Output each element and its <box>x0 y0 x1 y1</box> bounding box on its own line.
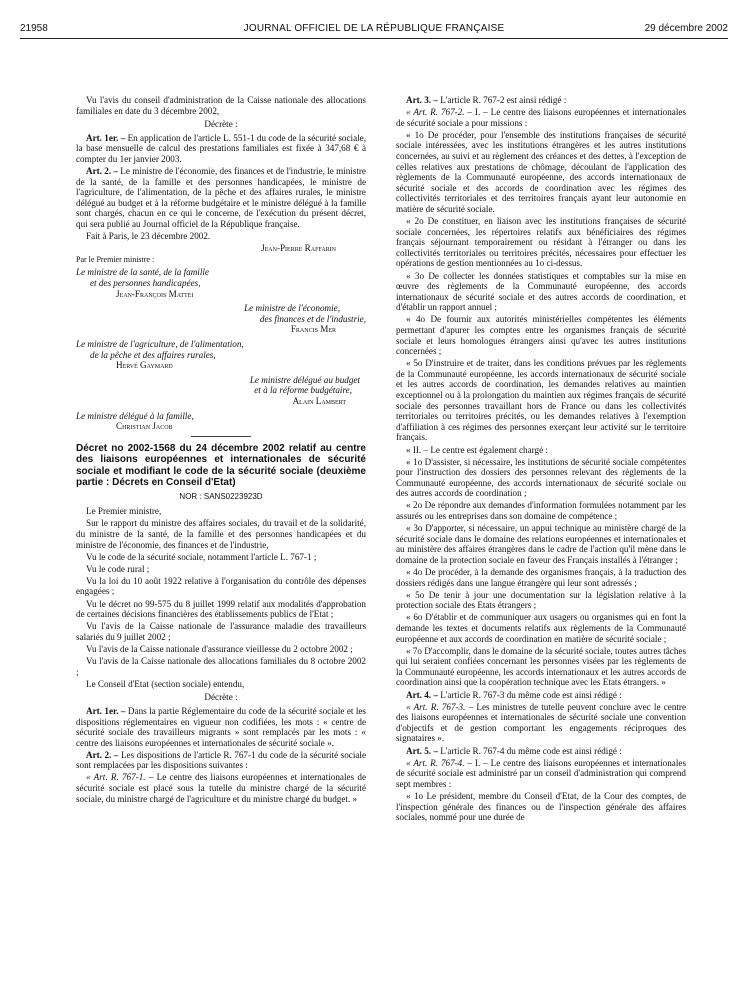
article-text: L'article R. 767-3 du même code est ainsi rédigé : <box>437 689 622 700</box>
article-ref: « Art. R. 767-4. <box>406 757 465 768</box>
nor-reference: NOR : SANS0223923D <box>179 491 263 501</box>
minister-title: de la pêche et des affaires rurales, <box>90 349 216 360</box>
quoted-article <box>396 107 686 128</box>
mission-item: « 1o D'assister, si nécessaire, les institutions de sécurité sociale compétentes pour l'instruction des dossiers des personnes relevant des règlements de la Communauté européenne, des accords internationaux de sécurité sociale ou des autres accords de coordination ; <box>396 456 686 499</box>
visa: Le Conseil d'Etat (section sociale) entendu, <box>86 678 245 689</box>
section-divider <box>191 436 251 437</box>
visa: Sur le rapport du ministre des affaires sociales, du travail et de la solidarité, du ministre de la santé, de la famille et des personnes handicapées et du ministre de l'économie, des finances et de l'industrie, <box>76 518 366 550</box>
mission-item: « 2o De constituer, en liaison avec les institutions françaises de sécurité sociale concernées, les répertoires relatifs aux bénéficiaires des régimes français séjournant temporairement ou résidant à l'étranger ou dans les collectivités territoriales ou territoires précités, nécessaires pour effectuer les opérations de gestion mentionnées au 1o ci-dessus. <box>396 216 686 269</box>
mission-item: « 7o D'accomplir, dans le domaine de la sécurité sociale, toutes autres tâches qui lui seraient confiées concernant les personnes visées par les règlements de la Communauté européenne, les accords internationaux et les autres accords de coordination ainsi que la coopération technique avec les Etats étrangers. » <box>396 645 686 688</box>
decree-title: Décret no 2002-1568 du 24 décembre 2002 relatif au centre des liaisons européennes et internationales de sécurité sociale et modifiant le code de la sécurité sociale (deuxième partie : Décrets en Conseil d'Etat) <box>76 442 366 489</box>
paragraph: Vu l'avis du conseil d'administration de la Caisse nationale des allocations familiales en date du 3 décembre 2002, <box>76 95 366 116</box>
mission-item: « 4o De fournir aux autorités ministérielles compétentes les éléments permettant d'apurer les comptes entre les organismes français de sécurité sociale et leurs homologues étrangers ainsi qu'avec les autres institutions concernées ; <box>396 314 686 357</box>
article <box>76 706 366 748</box>
page-header <box>20 20 728 36</box>
decrete-heading: Décrète : <box>204 692 238 703</box>
decrete-heading: Décrète : <box>204 119 238 130</box>
article-label: Art. 1er. – <box>86 132 126 143</box>
article-text: Le ministre de l'économie, des finances et de l'industrie, le ministre de la santé, de la famille et des personnes handicapées, le ministre de l'agriculture, de l'alimentation, de la pêche et des affaires rurales, le ministre délégué au budget et à la réforme budgétaire et le ministre délégué à la famille sont chargés, chacun en ce qui le concerne, de l'exécution du présent décret, qui sera publié au Journal officiel de la République française. <box>76 166 366 230</box>
article <box>396 746 686 757</box>
right-column <box>396 95 686 824</box>
par-premier-ministre: Par le Premier ministre : <box>76 255 155 265</box>
minister-title: Le ministre délégué au budget <box>249 374 360 385</box>
mission-item: « 5o De tenir à jour une documentation sur la législation relative à la protection sociale des Etats étrangers ; <box>396 589 686 611</box>
issue-date: 29 décembre 2002 <box>644 23 728 34</box>
mission-item: « 2o De répondre aux demandes d'information formulées notamment par les assurés ou les entreprises dans son domaine de compétence ; <box>396 500 686 522</box>
article-text: L'article R. 767-2 est ainsi rédigé : <box>437 95 567 105</box>
visa: Vu le code rural ; <box>86 563 150 574</box>
article-ref: « Art. R. 767-1. <box>86 772 146 783</box>
article-text: – Le centre des liaisons européennes et internationales de sécurité sociale est placé sous la tutelle du ministre chargé de la sécurité sociale, du ministre chargé de l'agriculture et du ministre chargé du budget. » <box>76 772 366 804</box>
mission-item: « 5o D'instruire et de traiter, dans les conditions prévues par les règlements de la Communauté européenne, les accords internationaux de sécurité sociale et les autres accords de coordination, les demandes relatives au maintien exceptionnel ou à la prolongation du maintien aux régimes français de sécurité sociale des personnes travaillant hors de France ou dans les collectivités territoriales ou territoires précités, ou les demandes relatives à l'exemption d'affiliation à ces régimes des personnes exerçant leur activité sur le territoire français. <box>396 358 686 443</box>
minister-title: Le ministre de l'agriculture, de l'alimentation, <box>76 338 244 349</box>
article <box>76 166 366 230</box>
visa: Vu le code de la sécurité sociale, notamment l'article L. 767-1 ; <box>86 551 317 562</box>
article-ref: « Art. R. 767-3. <box>406 701 466 712</box>
minister-name: Christian Jacob <box>116 421 173 432</box>
mission-item: « 6o D'établir et de communiquer aux usagers ou organismes qui en font la demande les textes et documents relatifs aux règlements de la Communauté européenne et aux accords de coordination en matière de sécurité sociale ; <box>396 612 686 644</box>
article-ref: « Art. R. 767-2. <box>406 107 465 118</box>
header-rule <box>20 38 728 39</box>
article-text: L'article R. 767-4 du même code est ainsi rédigé : <box>437 745 622 756</box>
left-column <box>76 95 366 806</box>
article-text: Les dispositions de l'article R. 767-1 du code de la sécurité sociale sont remplacées par les dispositions suivantes : <box>76 749 366 771</box>
visa: Vu l'avis de la Caisse nationale de l'assurance maladie des travailleurs salariés du 9 juillet 2002 ; <box>76 621 366 642</box>
page-number: 21958 <box>20 23 48 34</box>
article <box>396 95 686 106</box>
article-label: Art. 1er. – <box>86 705 126 716</box>
article-text: Dans la partie Réglementaire du code de la sécurité sociale et les dispositions réglementaires en vigueur non codifiées, les mots : « centre de sécurité sociale des travailleurs migrants » sont remplacés par les mots : « centre des liaisons européennes et internationales de sécurité sociale ». <box>76 705 366 748</box>
article-label: Art. 2. – <box>86 166 118 177</box>
paragraph: Le Premier ministre, <box>86 506 162 517</box>
mission-item: « 3o D'apporter, si nécessaire, un appui technique au ministère chargé de la sécurité sociale dans le domaine des relations européennes et internationales et au ministère des affaires étrangères dans le cadre de l'action qu'il mène dans le domaine de la protection sociale en faveur des Français installés à l'étranger ; <box>396 523 686 565</box>
minister-title: et à la réforme budgétaire, <box>254 385 352 396</box>
visa: Vu le décret no 99-575 du 8 juillet 1999 relatif aux modalités d'approbation de certaines décisions financières des établissements publics de l'Etat ; <box>76 598 366 620</box>
article <box>76 133 366 165</box>
article-text: En application de l'article L. 551-1 du code de la sécurité sociale, la base mensuelle de calcul des prestations familiales est fixée à 347,68 € à compter du 1er janvier 2003. <box>76 132 366 164</box>
article-label: Art. 4. – <box>406 689 438 700</box>
mission-item: « 3o De collecter les données statistiques et comptables sur la mise en œuvre des règlements de la Communauté européenne, des accords internationaux de sécurité sociale et des autres accords de coordination, et d'établir un rapport annuel ; <box>396 270 686 313</box>
minister-name: Francis Mer <box>290 324 336 335</box>
article-text: – I. – Le centre des liaisons européennes et internationales de sécurité sociale a pour missions : <box>396 107 686 128</box>
minister-title: Le ministre délégué à la famille, <box>76 410 194 421</box>
article-label: Art. 2. – <box>86 749 119 760</box>
journal-title: JOURNAL OFFICIEL DE LA RÉPUBLIQUE FRANÇAISE <box>243 23 505 34</box>
quoted-article <box>76 772 366 804</box>
article <box>76 750 366 771</box>
mission-item: « 4o De procéder, à la demande des organismes français, à la traduction des dossiers rédigés dans une langue étrangère qui leur sont adressés ; <box>396 567 686 588</box>
quoted-article <box>396 758 686 790</box>
article-label: Art. 3. – <box>406 95 438 105</box>
minister-name: Hervé Gaymard <box>116 360 173 371</box>
article-text: – Les ministres de tutelle peuvent conclure avec le centre des liaisons européennes et internationales de sécurité sociale une convention d'objectifs et de gestion comportant les engagements réciproques des signataires ». <box>396 701 687 744</box>
minister-title: Le ministre de la santé, de la famille <box>76 267 209 278</box>
article-label: Art. 5. – <box>406 745 438 756</box>
visa: Vu l'avis de la Caisse nationale des allocations familiales du 8 octobre 2002 ; <box>76 656 366 677</box>
mission-item: « 1o Le président, membre du Conseil d'Etat, de la Cour des comptes, de l'inspection générale des finances ou de l'inspection générale des affaires sociales, nommé pour une durée de <box>396 790 686 823</box>
place-date: Fait à Paris, le 23 décembre 2002. <box>86 231 211 242</box>
minister-name: Jean-François Mattei <box>116 288 194 299</box>
article <box>396 690 686 701</box>
signature-pm: Jean-Pierre Raffarin <box>261 243 336 254</box>
minister-name: Alain Lambert <box>292 395 346 406</box>
visa: Vu la loi du 10 août 1922 relative à l'organisation du contrôle des dépenses engagées ; <box>76 575 366 597</box>
mission-item: « II. – Le centre est également chargé : <box>406 444 548 455</box>
article-text: – I. – Le centre des liaisons européennes et internationales de sécurité sociale est administré par un conseil d'administration qui comprend sept membres : <box>396 757 686 789</box>
mission-item: « 1o De procéder, pour l'ensemble des institutions françaises de sécurité sociale intéressées, avec les institutions étrangères et les autres institutions concernées, au suivi et au règlement des créances et des dettes, à l'exception de celles relatives aux prestations de chômage, découlant de l'application des règlements de la Communauté européenne, des accords internationaux de sécurité sociale et des accords de coordination avec les régimes des collectivités territoriales et des territoires français ayant leur autonomie en matière de sécurité sociale. <box>396 129 686 214</box>
visa: Vu l'avis de la Caisse nationale d'assurance vieillesse du 2 octobre 2002 ; <box>86 643 353 654</box>
minister-title: des finances et de l'industrie, <box>259 313 366 324</box>
quoted-article <box>396 702 686 744</box>
minister-title: Le ministre de l'économie, <box>244 303 340 314</box>
minister-title: et des personnes handicapées, <box>90 278 201 288</box>
